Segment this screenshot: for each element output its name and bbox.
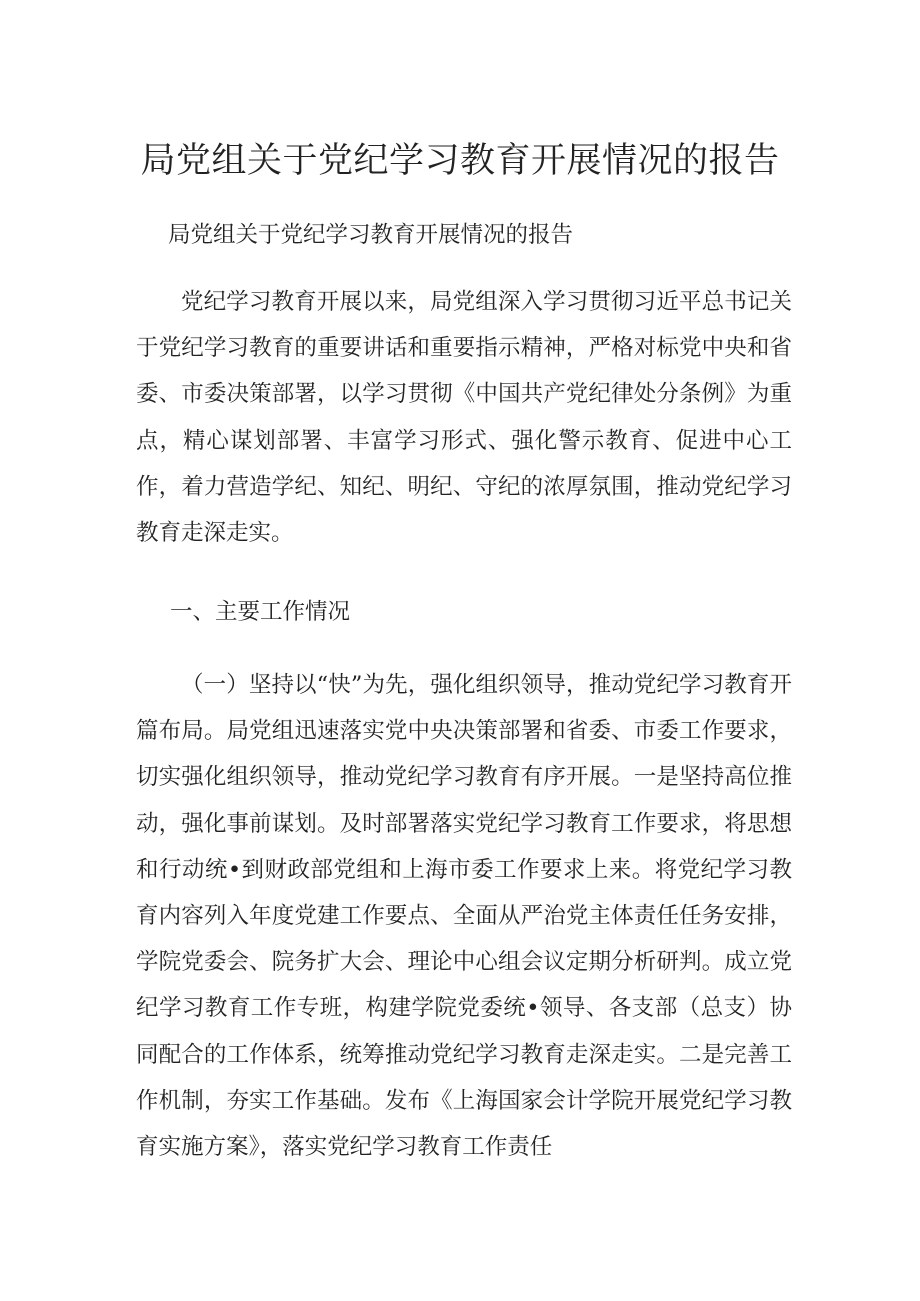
section-1-paragraph: （一）坚持以“快”为先，强化组织领导，推动党纪学习教育开篇布局。局党组迅速落实党中央决策部署和省委、市委工作要求，切实强化组织领导，推动党纪学习教育有序开展。一是坚持高位推动，强化事前谋划。及时部署落实党纪学习教育工作要求，将思想和行动统•到财政部党组和上海市委工作要求上来。将党纪学习教育内容列入年度党建工作要点、全面从严治党主体责任任务安排，学院党委会、院务扩大会、理论中心组会议定期分析研判。成立党纪学习教育工作专班，构建学院党委统•领导、各支部（总支）协同配合的工作体系，统筹推动党纪学习教育走深走实。二是完善工作机制，夯实工作基础。发布《上海国家会计学院开展党纪学习教育实施方案》，落实党纪学习教育工作责任 (136, 672, 792, 1161)
document-title: 局党组关于党纪学习教育开展情况的报告 (140, 141, 780, 181)
document-subtitle: 局党组关于党纪学习教育开展情况的报告 (168, 222, 574, 248)
section-heading: 一、主要工作情况 (170, 599, 351, 625)
intro-paragraph: 党纪学习教育开展以来，局党组深入学习贯彻习近平总书记关于党纪学习教育的重要讲话和重要指示精神，严格对标党中央和省委、市委决策部署，以学习贯彻《中国共产党纪律处分条例》为重点，精心谋划部署、丰富学习形式、强化警示教育、促进中心工作，着力营造学纪、知纪、明纪、守纪的浓厚氛围，推动党纪学习教育走深走实。 (136, 289, 792, 547)
